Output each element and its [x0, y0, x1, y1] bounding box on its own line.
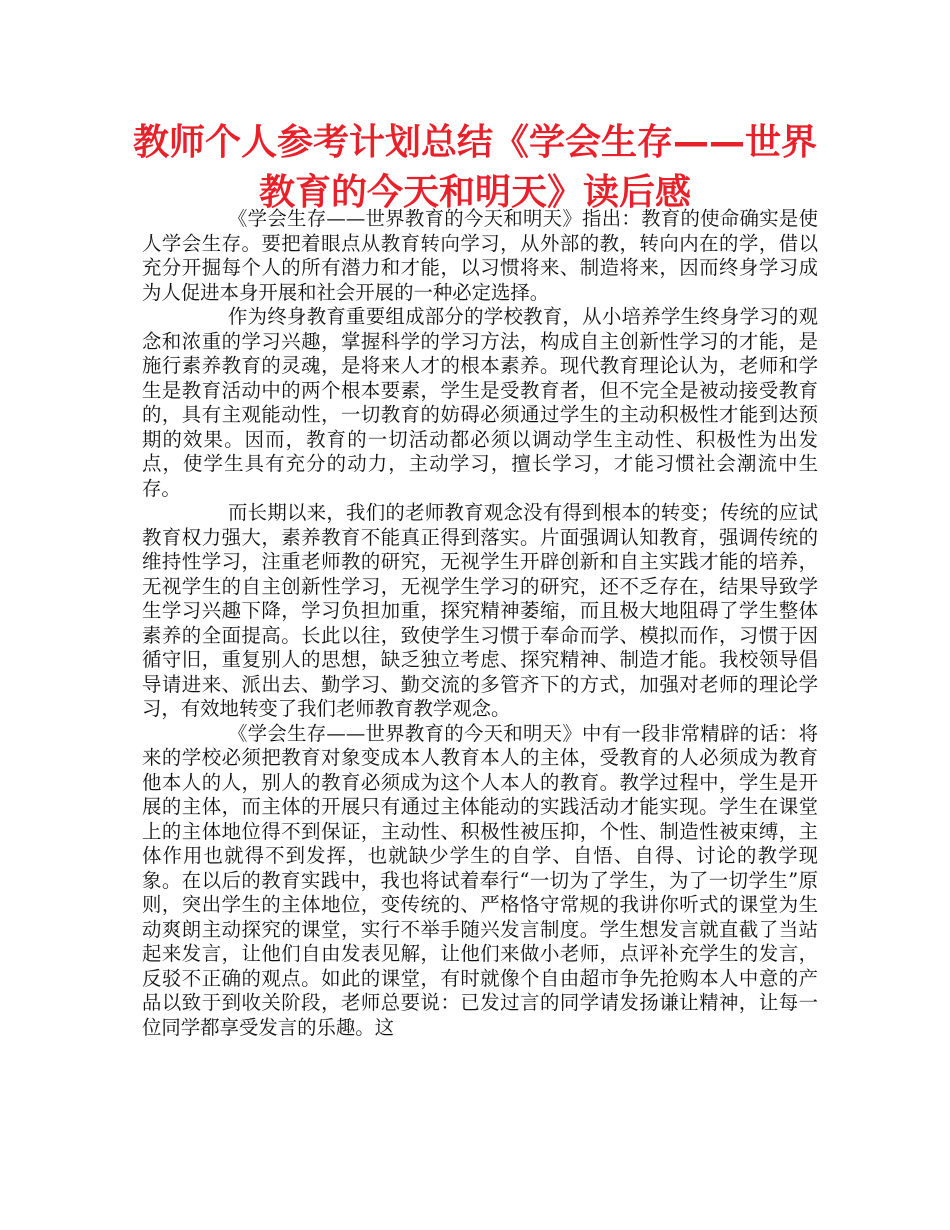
paragraph-3: 而长期以来，我们的老师教育观念没有得到根本的转变；传统的应试教育权力强大，素养教育不能真正得到落实。片面强调认知教育，强调传统的维持性学习，注重老师教的研究，无视学生开辟创新和自主实践才能的培养，无视学生的自主创新性学习，无视学生学习的研究，还不乏存在，结果导致学生学习兴趣下降，学习负担加重，探究精神萎缩，而且极大地阻碍了学生整体素养的全面提高。长此以往，致使学生习惯于奉命而学、模拟而作，习惯于因循守旧，重复别人的思想，缺乏独立考虑、探究精神、制造才能。我校领导倡导请进来、派出去、勤学习、勤交流的多管齐下的方式，加强对老师的理论学习，有效地转变了我们老师教育教学观念。 — [142, 501, 818, 720]
paragraph-2: 作为终身教育重要组成部分的学校教育，从小培养学生终身学习的观念和浓重的学习兴趣，掌握科学的学习方法，构成自主创新性学习的才能，是施行素养教育的灵魂，是将来人才的根本素养。现代教育理论认为，老师和学生是教育活动中的两个根本要素，学生是受教育者，但不完全是被动接受教育的，具有主观能动性，一切教育的妨碍必须通过学生的主动积极性才能到达预期的效果。因而，教育的一切活动都必须以调动学生主动性、积极性为出发点，使学生具有充分的动力，主动学习，擅长学习，才能习惯社会潮流中生存。 — [142, 305, 818, 500]
page-title: 教师个人参考计划总结《学会生存——世界教育的今天和明天》读后感 — [132, 122, 817, 213]
paragraph-1: 《学会生存——世界教育的今天和明天》指出：教育的使命确实是使人学会生存。要把着眼点从教育转向学习，从外部的教，转向内在的学，借以充分开掘每个人的所有潜力和才能，以习惯将来、制造将来，因而终身学习成为人促进本身开展和社会开展的一种必定选择。 — [142, 207, 818, 304]
article-body — [142, 207, 818, 1040]
paragraph-4: 《学会生存——世界教育的今天和明天》中有一段非常精辟的话：将来的学校必须把教育对象变成本人教育本人的主体，受教育的人必须成为教育他本人的人，别人的教育必须成为这个人本人的教育。教学过程中，学生是开展的主体，而主体的开展只有通过主体能动的实践活动才能实现。学生在课堂上的主体地位得不到保证，主动性、积极性被压抑，个性、制造性被束缚，主体作用也就得不到发挥，也就缺少学生的自学、自悟、自得、讨论的教学现象。在以后的教育实践中，我也将试着奉行“一切为了学生，为了一切学生”原则，突出学生的主体地位，变传统的、严格恪守常规的我讲你听式的课堂为生动爽朗主动探究的课堂，实行不举手随兴发言制度。学生想发言就直截了当站起来发言，让他们自由发表见解，让他们来做小老师，点评补充学生的发言，反驳不正确的观点。如此的课堂，有时就像个自由超市争先抢购本人中意的产品以致于到收关阶段，老师总要说：已发过言的同学请发扬谦让精神，让每一位同学都享受发言的乐趣。这 — [142, 721, 818, 1039]
